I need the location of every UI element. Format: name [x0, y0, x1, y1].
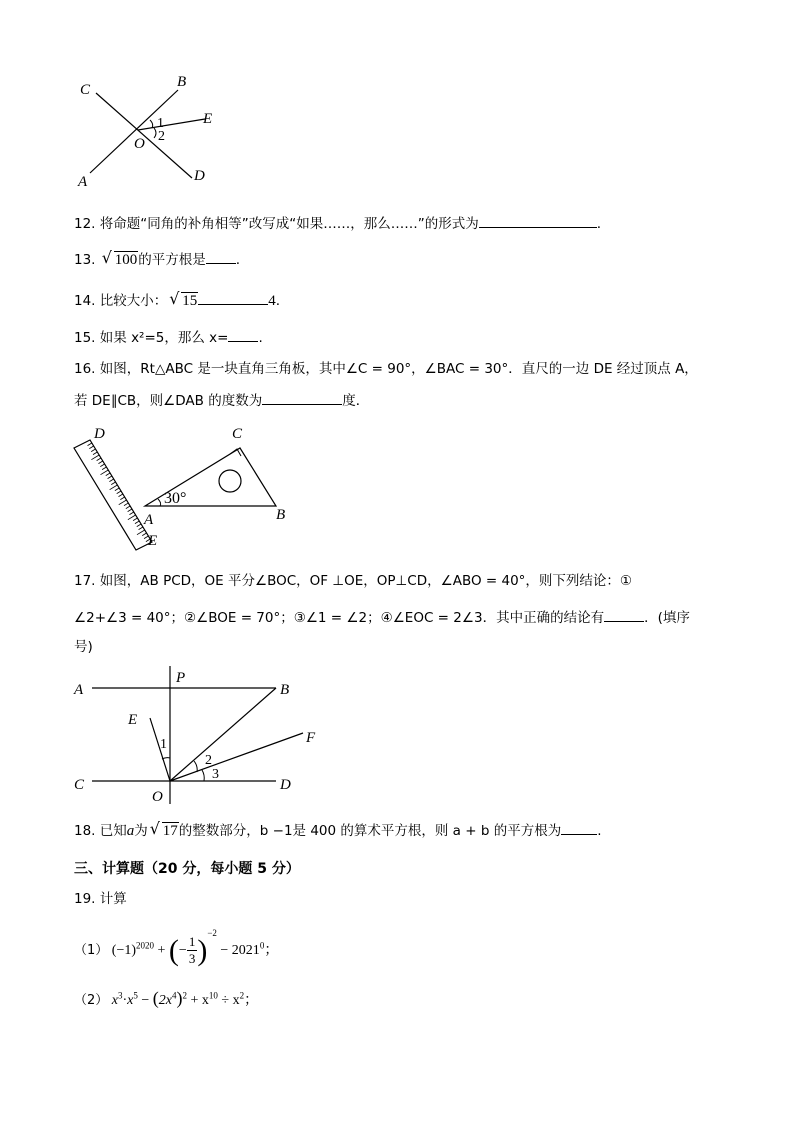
q17-line3: 号) — [74, 639, 93, 655]
q19-1-label: （1） — [74, 943, 109, 958]
q19-2-minus: − — [141, 993, 150, 1008]
label-b: B — [276, 507, 286, 523]
q15-end: . — [258, 330, 263, 346]
label-c: C — [232, 426, 243, 442]
q12-text: 将命题“同角的补角相等”改写成“如果……，那么……”的形式为 — [99, 216, 479, 232]
q19-part1: （1） $(-1)^{2020}$ + (− $\frac{1}{3}$ )$^{-2} - 2021^0$； — [74, 928, 279, 967]
label-a: A — [144, 512, 154, 528]
question-19 — [74, 889, 127, 909]
label-angle-3: 3 — [212, 767, 219, 782]
angle-2-arc — [154, 128, 156, 138]
label-o: O — [134, 136, 145, 152]
ray-oe — [138, 119, 205, 130]
figure-parallel-lines — [70, 662, 330, 807]
label-angle-1: 1 — [157, 116, 164, 131]
label-f: F — [306, 730, 316, 746]
q14-radicand: 15 — [182, 293, 198, 309]
q17-number: 17. — [74, 573, 96, 589]
label-c: C — [80, 82, 91, 98]
question-17-line2 — [74, 607, 690, 628]
label-angle-1: 1 — [160, 737, 167, 752]
q19-2-e1: 3 — [118, 990, 123, 1001]
q12-blank — [479, 213, 597, 228]
question-12 — [74, 213, 601, 234]
q19-1-minus: − 2021 — [220, 943, 260, 958]
label-e: E — [148, 533, 158, 549]
q16-line2a: 若 DE∥CB，则∠DAB 的度数为 — [74, 393, 263, 409]
question-15 — [74, 327, 263, 348]
q19-2-div: ÷ x — [221, 993, 240, 1008]
q19-part2: （2） $x^3\cdot x^5 - (2x^4)^2 + x^{10} \div x^2$； — [74, 988, 259, 1008]
label-d: D — [280, 777, 291, 793]
q19-2-e2: 5 — [133, 990, 138, 1001]
question-18 — [74, 820, 602, 841]
q14-sqrt — [169, 291, 198, 311]
ray-of — [170, 733, 303, 781]
q18-alpha: a — [126, 823, 135, 839]
section-3-title: 三、计算题（20 分，每小题 5 分） — [74, 861, 300, 877]
q18-number: 18. — [74, 823, 96, 839]
angle-2-arc — [194, 761, 197, 772]
angle-1-arc — [150, 120, 153, 128]
q13-end: . — [235, 252, 241, 268]
question-17-line3 — [74, 637, 93, 657]
q19-2-end: ； — [244, 993, 259, 1008]
q14-number: 14. — [74, 293, 96, 309]
label-p: P — [176, 670, 186, 686]
label-d: D — [194, 168, 205, 184]
q16-blank — [262, 390, 342, 405]
q19-2-e4: 2 — [182, 990, 188, 1001]
label-a: A — [74, 682, 84, 698]
label-e: E — [128, 712, 138, 728]
label-b: B — [177, 74, 187, 90]
label-a: A — [78, 174, 88, 190]
q14-blank — [198, 290, 268, 305]
q13-text: 的平方根是 — [138, 252, 206, 268]
q19-2-t1: x — [111, 993, 118, 1008]
q19-number: 19. — [74, 891, 96, 907]
q19-1-plus: + — [157, 943, 166, 958]
q16-line2b: 度． — [342, 393, 370, 409]
q13-radicand: 100 — [114, 252, 138, 268]
q17-line1: 如图，AB PCD，OE 平分∠BOC，OF ⊥OE，OP⊥CD，∠ABO = 40°，则下列结论：① — [99, 573, 633, 589]
q19-1-exp1: 2020 — [136, 940, 155, 951]
label-angle-2: 2 — [158, 129, 165, 144]
label-b: B — [280, 682, 290, 698]
q19-1-numerator: 1 — [188, 934, 196, 950]
q14-four: 4 — [268, 293, 276, 309]
figure-intersecting-lines — [70, 70, 250, 190]
label-angle-2: 2 — [205, 753, 212, 768]
q19-text: 计算 — [99, 891, 127, 907]
label-angle-30: 30° — [164, 490, 187, 507]
q19-1-denominator: 3 — [188, 951, 196, 967]
q19-1-fraction — [187, 934, 198, 967]
q19-2-label: （2） — [74, 993, 109, 1008]
q13-blank — [206, 249, 236, 264]
q19-2-t3: 2x — [158, 993, 173, 1008]
segment-ob — [170, 688, 276, 781]
ruler — [74, 440, 152, 550]
q13-sqrt — [102, 250, 139, 270]
figure-ruler-triangle — [70, 420, 310, 555]
q17-blank — [604, 607, 644, 622]
label-d: D — [94, 426, 105, 442]
q15-number: 15. — [74, 330, 96, 346]
question-16-line1 — [74, 359, 698, 379]
question-13 — [74, 249, 240, 270]
q12-end: . — [596, 216, 602, 232]
q19-1-end: ； — [264, 943, 279, 958]
q16-line1: 如图，Rt△ABC 是一块直角三角板，其中∠C = 90°，∠BAC = 30°．直尺的一边 DE 经过顶点 A， — [99, 361, 698, 377]
q16-number: 16. — [74, 361, 96, 377]
q18-sqrt — [150, 821, 179, 841]
q19-2-e5: 10 — [208, 990, 218, 1001]
q19-1-paren-close: ) — [197, 933, 208, 967]
q13-number: 13. — [74, 252, 96, 268]
q14-text: 比较大小： — [99, 293, 168, 309]
q19-1-exp3: 0 — [259, 940, 265, 951]
q19-2-t2: x — [127, 993, 134, 1008]
question-14 — [74, 290, 280, 311]
q19-2-plus: + x — [190, 993, 209, 1008]
q15-blank — [228, 327, 258, 342]
label-c: C — [74, 777, 85, 793]
q14-end: . — [275, 293, 281, 309]
q12-number: 12. — [74, 216, 96, 232]
q19-1-paren-open: ( — [168, 933, 179, 967]
q18-end: . — [597, 823, 602, 839]
q18-text-a: 已知 — [99, 823, 127, 839]
question-17-line1 — [74, 571, 632, 591]
q19-1-exp2: −2 — [207, 928, 217, 938]
label-o: O — [152, 789, 163, 805]
q19-1-base: (−1) — [111, 943, 137, 958]
q15-text: 如果 x²=5，那么 x= — [99, 330, 229, 346]
q18-blank — [561, 820, 597, 835]
q18-radicand: 17 — [162, 823, 178, 839]
q18-text-c: 的整数部分，b −1是 400 的算术平方根，则 a + b 的平方根为 — [178, 823, 562, 839]
q17-line2a: ∠2+∠3 = 40°；②∠BOE = 70°；③∠1 = ∠2；④∠EOC = 2∠3．其中正确的结论有 — [74, 610, 605, 626]
angle-3-arc — [202, 770, 204, 781]
q19-2-e3: 4 — [172, 990, 177, 1001]
q19-2-e6: 2 — [239, 990, 245, 1001]
q17-line2b: ．(填序 — [644, 610, 690, 626]
question-16-line2 — [74, 390, 369, 411]
q18-text-b: 为 — [134, 823, 148, 839]
label-e: E — [203, 111, 213, 127]
